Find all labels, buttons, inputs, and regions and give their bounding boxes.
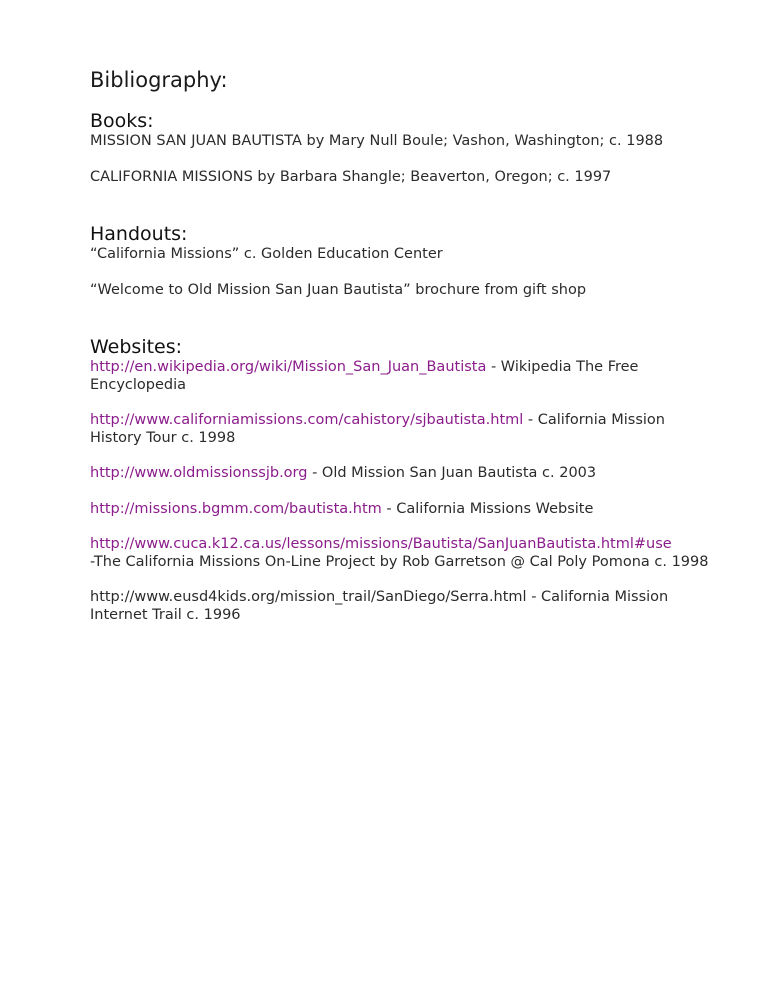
website-description: -The California Missions On-Line Project by Rob Garretson @ Cal Poly Pomona c. 1998 — [90, 553, 709, 570]
website-description: - Old Mission San Juan Bautista c. 2003 — [307, 465, 597, 481]
website-entry — [90, 536, 710, 571]
website-link[interactable]: http://www.californiamissions.com/cahistory/sjbautista.html — [90, 412, 524, 428]
website-link[interactable]: http://www.cuca.k12.ca.us/lessons/missions/Bautista/SanJuanBautista.html#use — [90, 536, 672, 552]
website-description: - Wikipedia The Free Encyclopedia — [90, 359, 639, 393]
handout-entry: “California Missions” c. Golden Education Center — [90, 246, 443, 262]
website-link[interactable]: http://www.oldmissionssjb.org — [90, 465, 308, 481]
website-link[interactable]: http://missions.bgmm.com/bautista.htm — [90, 500, 382, 517]
book-entry: CALIFORNIA MISSIONS by Barbara Shangle; Beaverton, Oregon; c. 1997 — [90, 168, 612, 185]
website-entry — [90, 465, 710, 483]
website-entry — [90, 501, 710, 519]
page-title: Bibliography: — [90, 68, 228, 92]
website-entry-plain: http://www.eusd4kids.org/mission_trail/SanDiego/Serra.html - California Mission Internet Trail c. 1996 — [90, 589, 669, 623]
website-description: - California Missions Website — [381, 500, 594, 517]
website-entry — [90, 359, 710, 394]
bibliography-page — [90, 66, 710, 624]
book-entry: MISSION SAN JUAN BAUTISTA by Mary Null Boule; Vashon, Washington; c. 1988 — [90, 133, 664, 149]
website-entry — [90, 412, 710, 447]
handout-entry: “Welcome to Old Mission San Juan Bautista” brochure from gift shop — [90, 281, 587, 298]
websites-heading: Websites: — [90, 336, 183, 358]
handouts-heading: Handouts: — [90, 223, 188, 245]
website-link[interactable]: http://en.wikipedia.org/wiki/Mission_San_Juan_Bautista — [90, 359, 487, 375]
website-description: - California Mission History Tour c. 1998 — [90, 412, 665, 446]
books-heading: Books: — [90, 110, 154, 132]
